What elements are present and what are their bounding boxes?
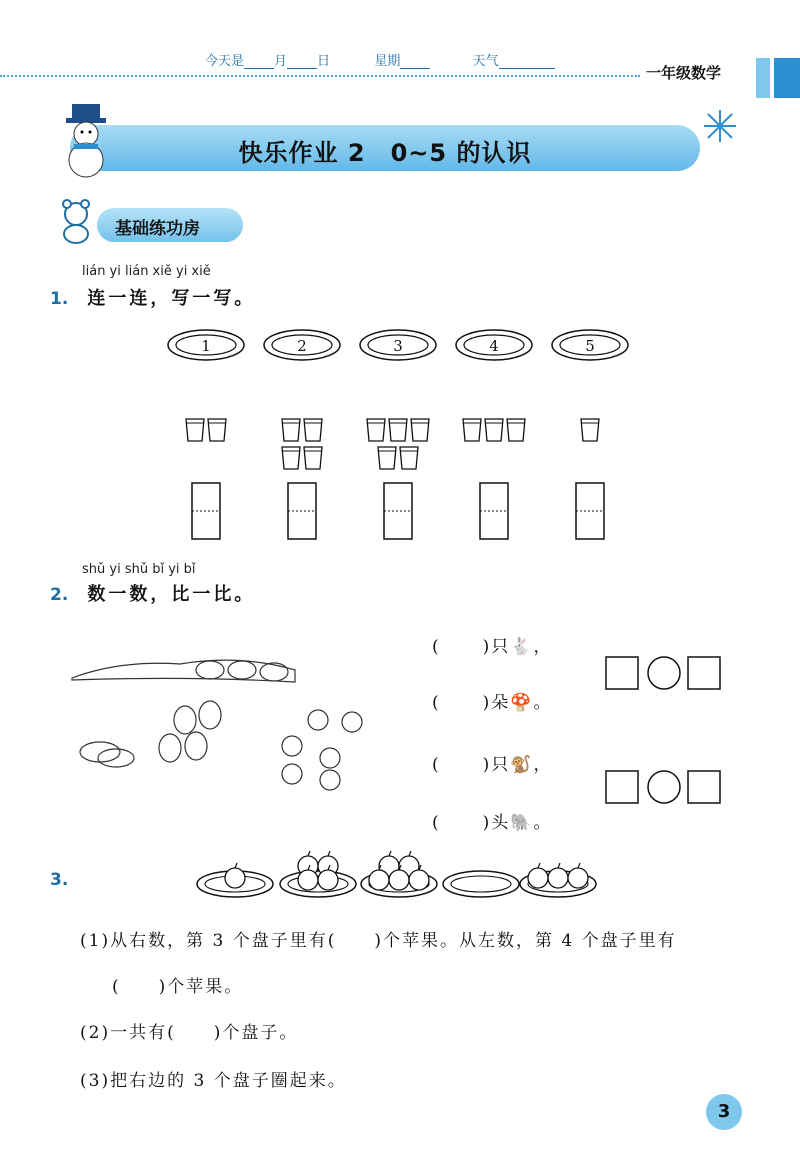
snowman-icon (58, 100, 118, 180)
q2-line-4 (432, 808, 552, 833)
open-paren: ( (432, 637, 441, 657)
cup-icon (581, 419, 599, 441)
apple-icon (318, 870, 338, 890)
open-paren: ( (432, 755, 441, 775)
plate-number: 3 (393, 337, 403, 355)
month-label: 月 (274, 54, 288, 69)
cup-icon (282, 419, 300, 441)
q1-text: 连一连，写一写。 (87, 288, 256, 309)
number-plate[interactable] (264, 330, 340, 360)
weekday-blank[interactable] (400, 54, 430, 69)
title-banner (70, 125, 700, 171)
plate-number: 2 (297, 337, 307, 355)
plate-number: 1 (201, 337, 211, 355)
today-label: 今天是 (205, 54, 245, 69)
cup-icon (411, 419, 429, 441)
weekday-label: 星期 (374, 54, 401, 69)
apple-plate[interactable] (443, 871, 519, 897)
measure-word: )头 (482, 813, 511, 833)
q2-number: 2. (50, 585, 69, 605)
q2-line-2 (432, 688, 552, 713)
snowflake-icon (702, 108, 738, 144)
plate-number: 4 (489, 337, 499, 355)
month-blank[interactable] (244, 54, 274, 69)
apple-plates-figure (195, 850, 605, 902)
apple-icon (568, 868, 588, 888)
cup-icon (304, 447, 322, 469)
q1-figure (150, 325, 650, 555)
monkey-icon: 🐒 (510, 755, 534, 775)
q3-line-1: (1)从右数，第 3 个盘子里有( )个苹果。从左数，第 4 个盘子里有 (80, 931, 677, 951)
measure-word: )朵 (482, 693, 511, 713)
tab-stripe-light (756, 58, 770, 98)
cup-icon (186, 419, 204, 441)
writing-box[interactable] (384, 483, 412, 539)
writing-box[interactable] (576, 483, 604, 539)
animal-scene-illustration (70, 640, 390, 810)
writing-box[interactable] (192, 483, 220, 539)
q3-line-2: (2)一共有( )个盘子。 (80, 1023, 299, 1043)
q2-pinyin: shǔ yi shǔ bǐ yi bǐ (82, 562, 196, 577)
turtle-group (80, 742, 134, 767)
cup-icon (282, 447, 300, 469)
bear-mascot-icon (52, 196, 102, 246)
cup-icon (400, 447, 418, 469)
apple-plate[interactable] (197, 863, 273, 897)
page-number: 3 (706, 1094, 742, 1130)
cup-icon (389, 419, 407, 441)
cup-icon (367, 419, 385, 441)
apple-icon (548, 868, 568, 888)
compare-boxes-1[interactable] (604, 654, 724, 694)
apple-plate[interactable] (280, 851, 356, 897)
q3-number: 3. (50, 870, 69, 890)
mushroom-icon: 🍄 (510, 693, 534, 713)
compare-boxes-2[interactable] (604, 768, 724, 808)
weather-blank[interactable] (499, 54, 555, 69)
q1-number: 1. (50, 289, 69, 309)
q2-line-1 (432, 632, 552, 657)
q1-heading (50, 284, 255, 310)
header-dotted-rule (0, 75, 640, 77)
punct: 。 (533, 813, 553, 833)
cup-icon (507, 419, 525, 441)
cup-icon (304, 419, 322, 441)
day-blank[interactable] (287, 54, 317, 69)
page-title: 快乐作业 2 0~5 的认识 (238, 139, 532, 167)
apple-icon (298, 870, 318, 890)
cup-icon (463, 419, 481, 441)
open-paren: ( (432, 693, 441, 713)
writing-box[interactable] (288, 483, 316, 539)
apple-icon (409, 870, 429, 890)
measure-word: )只 (482, 755, 511, 775)
weather-label: 天气 (472, 54, 499, 69)
measure-word: )只 (482, 637, 511, 657)
date-line (205, 50, 555, 69)
rabbit-group (159, 701, 221, 762)
apple-plate[interactable] (520, 863, 596, 897)
q1-pinyin: lián yi lián xiě yi xiě (82, 264, 211, 279)
elephant-group (196, 661, 288, 681)
monkey-group (282, 710, 362, 790)
grade-tab (640, 58, 800, 90)
number-plate[interactable] (456, 330, 532, 360)
q3-line-1b: ( )个苹果。 (112, 977, 244, 997)
q2-line-3 (432, 750, 552, 775)
apple-icon (528, 868, 548, 888)
punct: ， (533, 755, 553, 775)
apple-icon (389, 870, 409, 890)
section-header (97, 208, 243, 242)
q2-text: 数一数，比一比。 (87, 584, 256, 605)
tab-stripe-dark (774, 58, 800, 98)
apple-icon (225, 868, 245, 888)
rabbit-icon: 🐇 (510, 637, 534, 657)
cup-icon (485, 419, 503, 441)
cup-icon (208, 419, 226, 441)
open-paren: ( (432, 813, 441, 833)
grade-label: 一年级数学 (646, 64, 722, 82)
punct: ， (533, 637, 553, 657)
plate-number: 5 (585, 337, 595, 355)
writing-box[interactable] (480, 483, 508, 539)
number-plate[interactable] (360, 330, 436, 360)
number-plate[interactable] (168, 330, 244, 360)
apple-icon (369, 870, 389, 890)
section-label: 基础练功房 (115, 219, 200, 239)
cup-icon (378, 447, 396, 469)
q2-heading (50, 580, 255, 606)
day-label: 日 (317, 54, 331, 69)
punct: 。 (533, 693, 553, 713)
q2-answer-lines (432, 632, 612, 852)
apple-plate[interactable] (361, 851, 437, 897)
elephant-icon: 🐘 (510, 813, 534, 833)
q3-line-3: (3)把右边的 3 个盘子圈起来。 (80, 1071, 347, 1091)
number-plate[interactable] (552, 330, 628, 360)
